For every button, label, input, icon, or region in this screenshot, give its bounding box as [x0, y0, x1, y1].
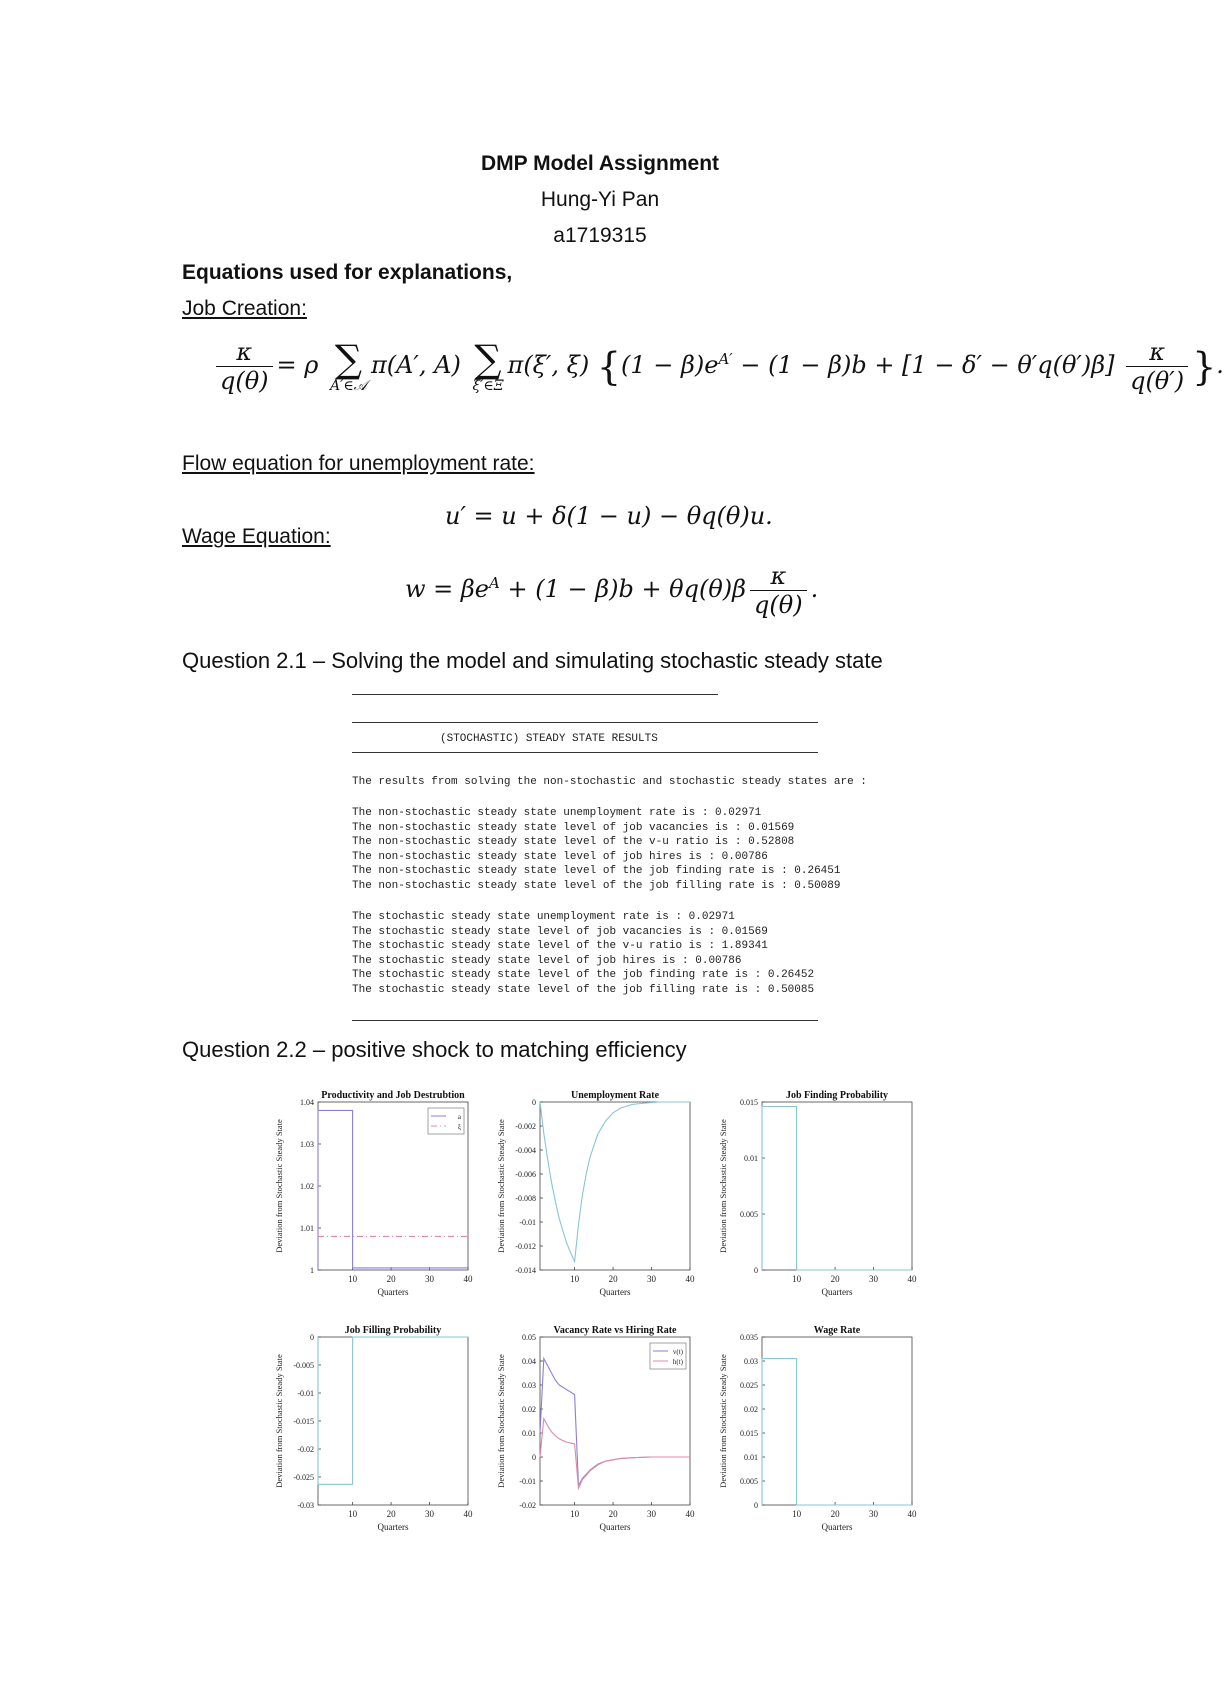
legend-label: a — [457, 1113, 461, 1121]
x-tick-label: 40 — [463, 1509, 473, 1519]
impulse-response-figure — [268, 1086, 928, 1552]
doc-title: DMP Model Assignment — [480, 152, 720, 175]
x-tick-label: 20 — [608, 1509, 618, 1519]
author-name: Hung-Yi Pan — [540, 188, 660, 211]
x-axis-label: Quarters — [377, 1522, 409, 1532]
x-tick-label: 40 — [907, 1509, 917, 1519]
flow-equation: u′ = u + δ(1 − u) − θq(θ)u. — [445, 502, 773, 530]
y-tick-label: 0.025 — [740, 1381, 758, 1390]
stochastic-results — [352, 910, 814, 998]
output-intro: The results from solving the non-stochastic and stochastic steady states are : — [352, 776, 867, 788]
y-tick-label: 1 — [310, 1266, 314, 1275]
y-tick-label: 0.015 — [740, 1429, 758, 1438]
y-tick-label: 0 — [310, 1333, 314, 1342]
y-tick-label: 0 — [754, 1266, 758, 1275]
y-tick-label: -0.012 — [515, 1242, 536, 1251]
result-line: The non-stochastic steady state level of job hires is : 0.00786 — [352, 850, 768, 863]
legend-label: ξ — [457, 1123, 461, 1131]
chart-title: Vacancy Rate vs Hiring Rate — [553, 1325, 677, 1336]
x-tick-label: 10 — [348, 1274, 358, 1284]
y-tick-label: -0.03 — [297, 1501, 314, 1510]
result-line: The non-stochastic steady state level of the v-u ratio is : 0.52808 — [352, 836, 795, 849]
y-axis-label: Deviation from Stochastic Steady State — [496, 1354, 506, 1488]
x-tick-label: 30 — [647, 1509, 657, 1519]
result-line: The stochastic steady state level of job vacancies is : 0.01569 — [352, 925, 768, 938]
y-tick-label: 0.05 — [522, 1333, 536, 1342]
divider — [352, 752, 818, 753]
x-tick-label: 40 — [685, 1274, 695, 1284]
y-tick-label: -0.006 — [515, 1170, 536, 1179]
wage-equation: $w = \beta e^A + (1 - \beta)b + \theta q(\theta)\beta$ $\frac{\kappa}{q(\theta)}$ . — [405, 562, 819, 619]
legend-label: v(t) — [672, 1348, 683, 1356]
divider — [352, 1020, 818, 1021]
y-tick-label: -0.02 — [297, 1445, 314, 1454]
y-tick-label: 0 — [532, 1098, 536, 1107]
y-tick-label: 0.005 — [740, 1477, 758, 1486]
series-line — [540, 1419, 690, 1489]
x-tick-label: 40 — [463, 1274, 473, 1284]
x-tick-label: 30 — [869, 1274, 879, 1284]
x-tick-label: 20 — [386, 1274, 396, 1284]
y-tick-label: 0.01 — [744, 1453, 758, 1462]
y-tick-label: 0.035 — [740, 1333, 758, 1342]
y-tick-label: 0.02 — [744, 1405, 758, 1414]
x-axis-label: Quarters — [377, 1287, 409, 1297]
y-tick-label: 0.02 — [522, 1405, 536, 1414]
y-tick-label: 0.03 — [744, 1357, 758, 1366]
x-tick-label: 30 — [425, 1509, 435, 1519]
x-tick-label: 10 — [570, 1509, 580, 1519]
y-tick-label: -0.01 — [519, 1218, 536, 1227]
x-tick-label: 20 — [386, 1509, 396, 1519]
result-line: The stochastic steady state level of the v-u ratio is : 1.89341 — [352, 940, 768, 953]
series-line — [540, 1359, 690, 1486]
chart-panel — [718, 1325, 917, 1532]
wage-equation-label: Wage Equation: — [182, 525, 331, 548]
result-line: The stochastic steady state level of the job finding rate is : 0.26452 — [352, 969, 815, 982]
x-tick-label: 20 — [830, 1509, 840, 1519]
non-stochastic-results — [352, 806, 840, 894]
chart-title: Productivity and Job Destrubtion — [321, 1090, 465, 1101]
flow-equation-label: Flow equation for unemployment rate: — [182, 452, 535, 475]
x-tick-label: 10 — [348, 1509, 358, 1519]
y-tick-label: -0.01 — [519, 1477, 536, 1486]
series-line — [540, 1102, 690, 1262]
chart-panel — [718, 1090, 917, 1297]
y-tick-label: 0.015 — [740, 1098, 758, 1107]
series-line — [762, 1107, 912, 1271]
result-line: The non-stochastic steady state level of job vacancies is : 0.01569 — [352, 821, 795, 834]
chart-panel — [496, 1325, 695, 1532]
x-tick-label: 20 — [608, 1274, 618, 1284]
chart-panel — [496, 1090, 695, 1297]
y-tick-label: 1.04 — [300, 1098, 314, 1107]
plot-frame — [762, 1102, 912, 1270]
chart-title: Wage Rate — [813, 1325, 861, 1336]
x-axis-label: Quarters — [821, 1522, 853, 1532]
x-tick-label: 40 — [907, 1274, 917, 1284]
y-tick-label: -0.008 — [515, 1194, 536, 1203]
y-tick-label: -0.01 — [297, 1389, 314, 1398]
series-line — [762, 1359, 912, 1505]
y-tick-label: 0.01 — [744, 1154, 758, 1163]
y-axis-label: Deviation from Stochastic Steady State — [274, 1354, 284, 1488]
result-line: The non-stochastic steady state unemployment rate is : 0.02971 — [352, 807, 762, 819]
plot-frame — [540, 1102, 690, 1270]
result-line: The stochastic steady state unemployment rate is : 0.02971 — [352, 911, 735, 923]
y-axis-label: Deviation from Stochastic Steady State — [496, 1119, 506, 1253]
job-creation-label: Job Creation: — [182, 297, 307, 320]
y-tick-label: -0.014 — [515, 1266, 536, 1275]
output-title: (STOCHASTIC) STEADY STATE RESULTS — [440, 733, 658, 745]
question-2-1-heading: Question 2.1 – Solving the model and simulating stochastic steady state — [182, 648, 883, 673]
x-tick-label: 10 — [792, 1274, 802, 1284]
y-tick-label: 0.04 — [522, 1357, 536, 1366]
x-tick-label: 30 — [647, 1274, 657, 1284]
x-tick-label: 20 — [830, 1274, 840, 1284]
result-line: The stochastic steady state level of job hires is : 0.00786 — [352, 954, 742, 967]
divider — [352, 694, 718, 695]
plot-frame — [318, 1337, 468, 1505]
y-tick-label: 1.01 — [300, 1224, 314, 1233]
y-tick-label: -0.025 — [293, 1473, 314, 1482]
series-line — [318, 1110, 468, 1270]
x-axis-label: Quarters — [599, 1522, 631, 1532]
y-tick-label: 1.02 — [300, 1182, 314, 1191]
x-tick-label: 40 — [685, 1509, 695, 1519]
y-axis-label: Deviation from Stochastic Steady State — [718, 1119, 728, 1253]
y-tick-label: -0.002 — [515, 1122, 536, 1131]
y-tick-label: 0.01 — [522, 1429, 536, 1438]
x-tick-label: 30 — [869, 1509, 879, 1519]
y-tick-label: -0.004 — [515, 1146, 536, 1155]
y-tick-label: -0.015 — [293, 1417, 314, 1426]
job-creation-equation: $\frac{\kappa}{q(\theta)}$ = ρ ∑ A′∈𝒜 π(A′, A) ∑ ξ′∈Ξ π(ξ′, ξ) {$(1 - \beta)e^{A'} - (1 - \beta)b + [1 - \delta' - \theta'q(\theta')\beta]$ $\frac{\kappa}{q(\theta')}$ }. — [212, 338, 1224, 395]
legend-label: h(t) — [672, 1358, 683, 1366]
chart-title: Unemployment Rate — [570, 1090, 660, 1101]
y-tick-label: 0 — [754, 1501, 758, 1510]
series-line — [318, 1337, 468, 1484]
y-tick-label: 0.005 — [740, 1210, 758, 1219]
y-tick-label: 0 — [532, 1453, 536, 1462]
y-tick-label: 1.03 — [300, 1140, 314, 1149]
y-tick-label: -0.02 — [519, 1501, 536, 1510]
y-tick-label: -0.005 — [293, 1361, 314, 1370]
result-line: The non-stochastic steady state level of the job filling rate is : 0.50089 — [352, 879, 841, 892]
chart-title: Job Finding Probability — [785, 1090, 889, 1101]
y-axis-label: Deviation from Stochastic Steady State — [718, 1354, 728, 1488]
x-tick-label: 30 — [425, 1274, 435, 1284]
result-line: The non-stochastic steady state level of the job finding rate is : 0.26451 — [352, 865, 841, 878]
result-line: The stochastic steady state level of the job filling rate is : 0.50085 — [352, 983, 815, 996]
x-axis-label: Quarters — [599, 1287, 631, 1297]
chart-panel — [274, 1325, 473, 1532]
x-tick-label: 10 — [792, 1509, 802, 1519]
student-id: a1719315 — [553, 224, 647, 247]
y-axis-label: Deviation from Stochastic Steady State — [274, 1119, 284, 1253]
chart-panel — [274, 1090, 473, 1297]
equations-heading: Equations used for explanations, — [182, 261, 513, 284]
divider — [352, 722, 818, 723]
y-tick-label: 0.03 — [522, 1381, 536, 1390]
plot-frame — [762, 1337, 912, 1505]
question-2-2-heading: Question 2.2 – positive shock to matching efficiency — [182, 1037, 687, 1062]
x-tick-label: 10 — [570, 1274, 580, 1284]
x-axis-label: Quarters — [821, 1287, 853, 1297]
chart-title: Job Filling Probability — [344, 1325, 442, 1336]
